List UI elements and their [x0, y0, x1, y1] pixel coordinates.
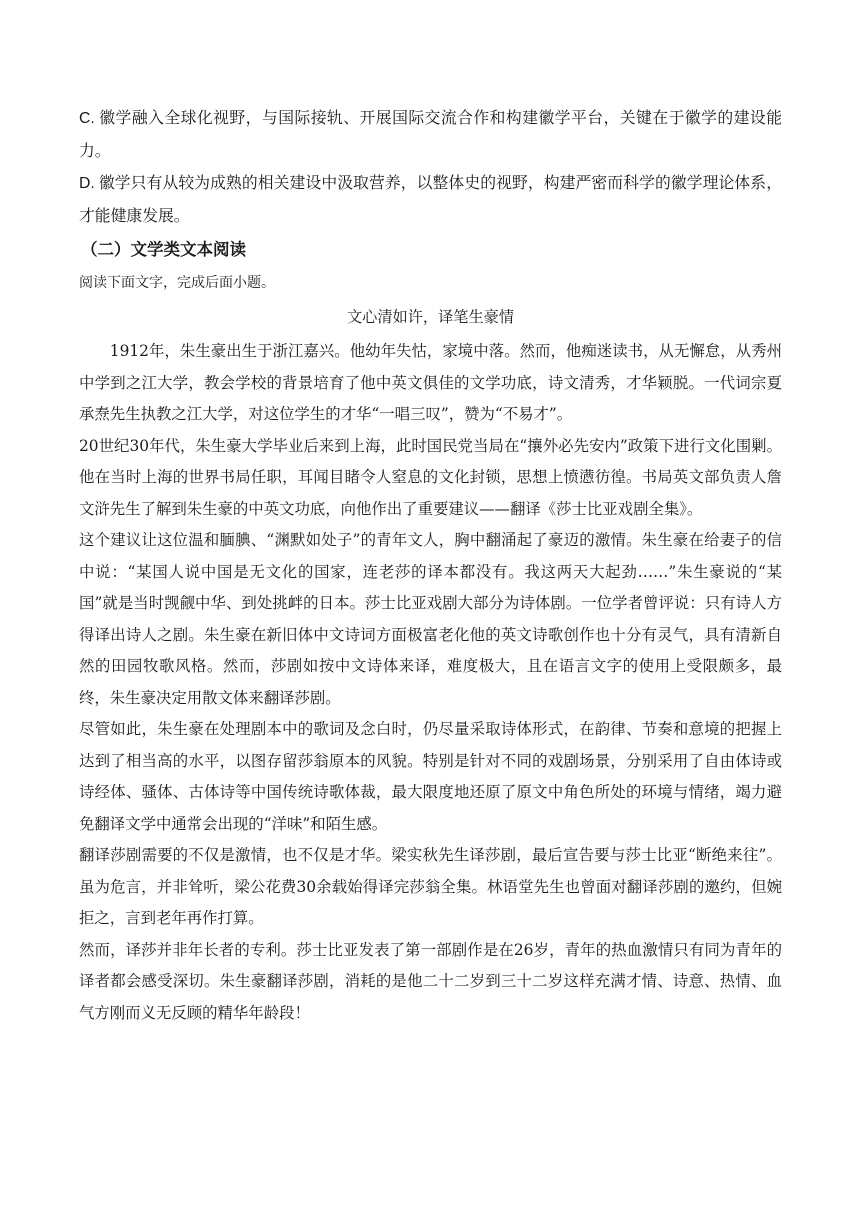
- option-d-text: 徽学只有从较为成熟的相关建设中汲取营养，以整体史的视野，构建严密而科学的徽学理论体系，才能健康发展。: [79, 173, 782, 225]
- article-paragraph-4: 尽管如此，朱生豪在处理剧本中的歌词及念白时，仍尽量采取诗体形式，在韵律、节奏和意境的把握上达到了相当高的水平，以图存留莎翁原本的风貌。特别是针对不同的戏剧场景，分别采用了自由体诗或诗经体、骚体、古体诗等中国传统诗歌体裁，最大限度地还原了原文中角色所处的环境与情绪，竭力避免翻译文学中通常会出现的“洋味”和陌生感。: [79, 720, 782, 833]
- option-d: [79, 167, 782, 232]
- document-content: [79, 102, 782, 1029]
- section-heading: （二）文学类文本阅读: [81, 240, 246, 259]
- article-paragraph-1: 1912年，朱生豪出生于浙江嘉兴。他幼年失怙，家境中落。然而，他痴迷读书，从无懈怠，从秀州中学到之江大学，教会学校的背景培育了他中英文俱佳的文学功底，诗文清秀，才华颖脱。一代词宗夏承焘先生执教之江大学，对这位学生的才华“一唱三叹”，赞为“不易才”。: [79, 342, 782, 423]
- article-paragraph-2: 20世纪30年代，朱生豪大学毕业后来到上海，此时国民党当局在“攘外必先安内”政策下进行文化围剿。他在当时上海的世界书局任职，耳闻目睹令人窒息的文化封锁，思想上愤懑彷徨。书局英文部负责人詹文浒先生了解到朱生豪的中英文功底，向他作出了重要建议——翻译《莎士比亚戏剧全集》。: [79, 436, 782, 518]
- article-paragraph-3: 这个建议让这位温和腼腆、“渊默如处子”的青年文人，胸中翻涌起了豪迈的激情。朱生豪在给妻子的信中说：“某国人说中国是无文化的国家，连老莎的译本都没有。我这两天大起劲……”朱生豪说的“某国”就是当时觊觎中华、到处挑衅的日本。莎士比亚戏剧大部分为诗体剧。一位学者曾评说：只有诗人方得译出诗人之剧。朱生豪在新旧体中文诗词方面极富老化他的英文诗歌创作也十分有灵气，具有清新自然的田园牧歌风格。然而，莎剧如按中文诗体来译，难度极大，且在语言文字的使用上受限颇多，最终，朱生豪决定用散文体来翻译莎剧。: [79, 531, 782, 707]
- option-c-label: C.: [79, 110, 95, 127]
- article-paragraph-5: 翻译莎剧需要的不仅是激情，也不仅是才华。梁实秋先生译莎剧，最后宣告要与莎士比亚“断绝来往”。虽为危言，并非耸听，梁公花费30余载始得译完莎翁全集。林语堂先生也曾面对翻译莎剧的邀约，但婉拒之，言到老年再作打算。: [79, 846, 782, 927]
- option-c: [79, 102, 782, 167]
- article-title: 文心清如许，译笔生豪情: [346, 308, 515, 326]
- option-c-text: 徽学融入全球化视野，与国际接轨、开展国际交流合作和构建徽学平台，关键在于徽学的建设能力。: [79, 108, 782, 160]
- article-paragraph-6: 然而，译莎并非年长者的专利。莎士比亚发表了第一部剧作是在26岁，青年的热血激情只有同为青年的译者都会感受深切。朱生豪翻译莎剧，消耗的是他二十二岁到三十二岁这样充满才情、诗意、热情、血气方刚而义无反顾的精华年龄段！: [79, 940, 782, 1022]
- reading-instruction: 阅读下面文字，完成后面小题。: [79, 275, 275, 291]
- option-d-label: D.: [79, 175, 95, 192]
